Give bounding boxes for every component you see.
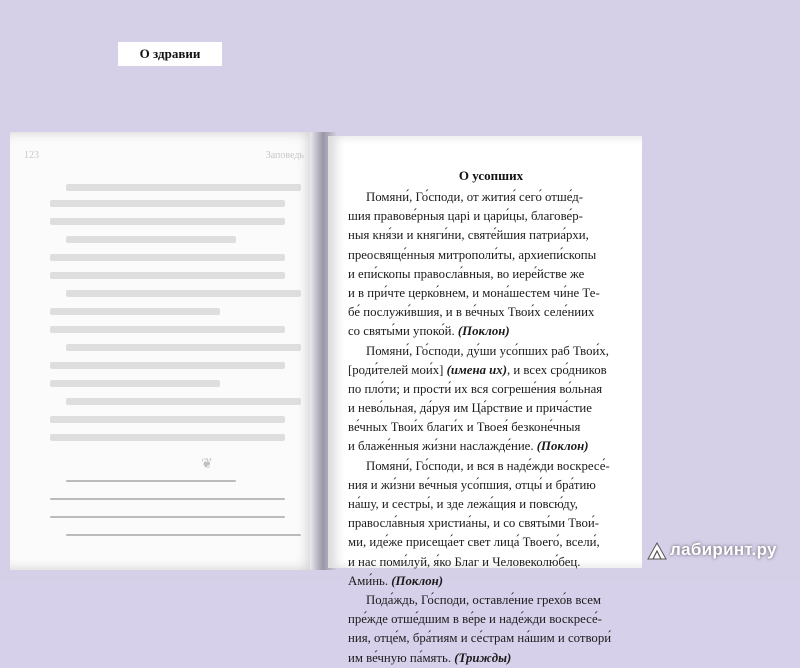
bleed-line bbox=[66, 236, 236, 243]
text-line bbox=[348, 246, 608, 265]
bleed-line bbox=[66, 480, 236, 482]
running-header bbox=[24, 150, 304, 164]
bleed-line bbox=[50, 362, 285, 369]
line-text: и нево́льная, да́руя им Ца́рствие и прича́стие bbox=[348, 401, 592, 416]
bleed-line bbox=[50, 308, 220, 315]
bleed-line bbox=[50, 326, 285, 333]
text-line bbox=[348, 188, 608, 207]
bleed-line bbox=[50, 254, 285, 261]
line-text: Помяни́, Го́споди, и вся в наде́жди воскресе́- bbox=[366, 458, 610, 473]
bleed-line bbox=[50, 272, 285, 279]
line-text: и нас поми́луй, я́ко Благ и Человеколю́бец. bbox=[348, 554, 581, 569]
text-line bbox=[348, 284, 608, 303]
text-line bbox=[348, 418, 608, 437]
rubric-note: (Поклон) bbox=[391, 573, 443, 588]
line-text: ния и жи́зни ве́чныя усо́пшия, отцы́ и бра́тию bbox=[348, 477, 596, 492]
ornament-icon: ❦ bbox=[201, 457, 213, 472]
text-line bbox=[348, 553, 608, 572]
rubric-note: (Трижды) bbox=[454, 650, 512, 665]
text-line bbox=[348, 457, 608, 476]
line-text: правосла́вныя христиа́ны, и со святы́ми Твои́- bbox=[348, 516, 599, 531]
text-line bbox=[348, 591, 608, 610]
labirint-logo-icon bbox=[646, 541, 668, 561]
running-header-text: Заповедь bbox=[265, 150, 304, 161]
line-text: Ами́нь. bbox=[348, 573, 389, 588]
line-text: и блаже́нныя жи́зни наслажде́ние. bbox=[348, 439, 534, 454]
line-text: на́шу, и сестры́, и зде лежа́щия и повсю́ду, bbox=[348, 497, 578, 511]
line-text: Пода́ждь, Го́споди, оставле́ние грехо́в всем bbox=[366, 592, 601, 607]
line-text: им ве́чную па́мять. bbox=[348, 650, 452, 665]
bleed-line bbox=[50, 516, 285, 518]
watermark-text: лабиринт.ру bbox=[670, 540, 777, 559]
text-line bbox=[348, 207, 608, 226]
line-text: и епи́скопы правосла́вныя, во иере́йстве же bbox=[348, 266, 585, 281]
line-text: Помяни́, Го́споди, ду́ши усо́пших раб Твои́х, bbox=[366, 343, 609, 358]
text-line bbox=[348, 610, 608, 629]
line-text-rest: , и всех сро́дников bbox=[506, 362, 607, 377]
text-line bbox=[348, 533, 608, 552]
text-line bbox=[348, 226, 608, 245]
text-line bbox=[348, 514, 608, 533]
text-line bbox=[348, 265, 608, 284]
line-text: и в при́чте церко́внем, и мона́шестем чи́не Те- bbox=[348, 285, 600, 300]
text-line bbox=[348, 437, 608, 456]
left-page bbox=[10, 132, 318, 570]
watermark bbox=[646, 540, 796, 568]
prayer-text bbox=[348, 188, 612, 668]
bleed-line bbox=[50, 200, 285, 207]
bleed-line bbox=[50, 218, 285, 225]
bleed-line bbox=[66, 534, 301, 536]
bleed-line bbox=[50, 434, 285, 441]
rubric-note: (Поклон) bbox=[536, 439, 589, 454]
names-placeholder: (имена их) bbox=[446, 362, 507, 377]
line-text: преосвяще́нныя митрополи́ты, архиепи́скопы bbox=[348, 247, 597, 262]
line-text: Помяни́, Го́споди, от жития́ сего́ отше́д- bbox=[366, 190, 584, 204]
rubric-note: (Поклон) bbox=[457, 324, 510, 339]
line-text: по пло́ти; и прости́ их вся согреше́ния во́льная bbox=[348, 381, 603, 396]
text-line bbox=[348, 476, 608, 495]
line-text: пре́жде отше́дшим в ве́ре и наде́жди воскресе́- bbox=[348, 612, 602, 627]
text-line bbox=[348, 322, 608, 341]
text-line bbox=[348, 361, 608, 380]
section-title-left: О здравии bbox=[118, 42, 222, 66]
line-text: [роди́телей мои́х] bbox=[348, 362, 444, 377]
line-text: бе́ послужи́вшия, и в ве́чных Твои́х селе́ниих bbox=[348, 305, 595, 320]
bleed-line bbox=[66, 344, 301, 351]
text-line bbox=[348, 629, 612, 648]
line-text: со святы́ми упоко́й. bbox=[348, 324, 455, 339]
line-text: шия правове́рныя царi и цари́цы, благове́р- bbox=[348, 209, 583, 224]
line-text: ми, иде́же присеща́ет свет лица́ Твоего́, всели́, bbox=[348, 535, 600, 550]
bleed-line bbox=[50, 416, 285, 423]
section-title-right: О усопших bbox=[458, 168, 524, 183]
text-line bbox=[348, 649, 608, 668]
text-line bbox=[348, 380, 608, 399]
bleed-line bbox=[66, 184, 301, 191]
line-text: ныя кня́зи и княги́ни, святе́йшия патриа́рхи, bbox=[348, 228, 589, 243]
text-line bbox=[348, 495, 608, 514]
line-text: ве́чных Твои́х благи́х и Твоея́ безконе́чныя bbox=[348, 420, 581, 435]
bleed-line bbox=[50, 380, 220, 387]
bleed-line bbox=[66, 290, 301, 297]
text-line bbox=[348, 572, 608, 591]
text-line bbox=[348, 303, 608, 322]
text-line bbox=[348, 399, 608, 418]
bleed-line bbox=[66, 398, 301, 405]
page-number: 123 bbox=[24, 150, 39, 161]
text-line bbox=[348, 342, 608, 361]
line-text: ния, отце́м, бра́тиям и се́страм на́шим и сотвори́ bbox=[348, 631, 612, 646]
bleed-line bbox=[50, 498, 285, 500]
